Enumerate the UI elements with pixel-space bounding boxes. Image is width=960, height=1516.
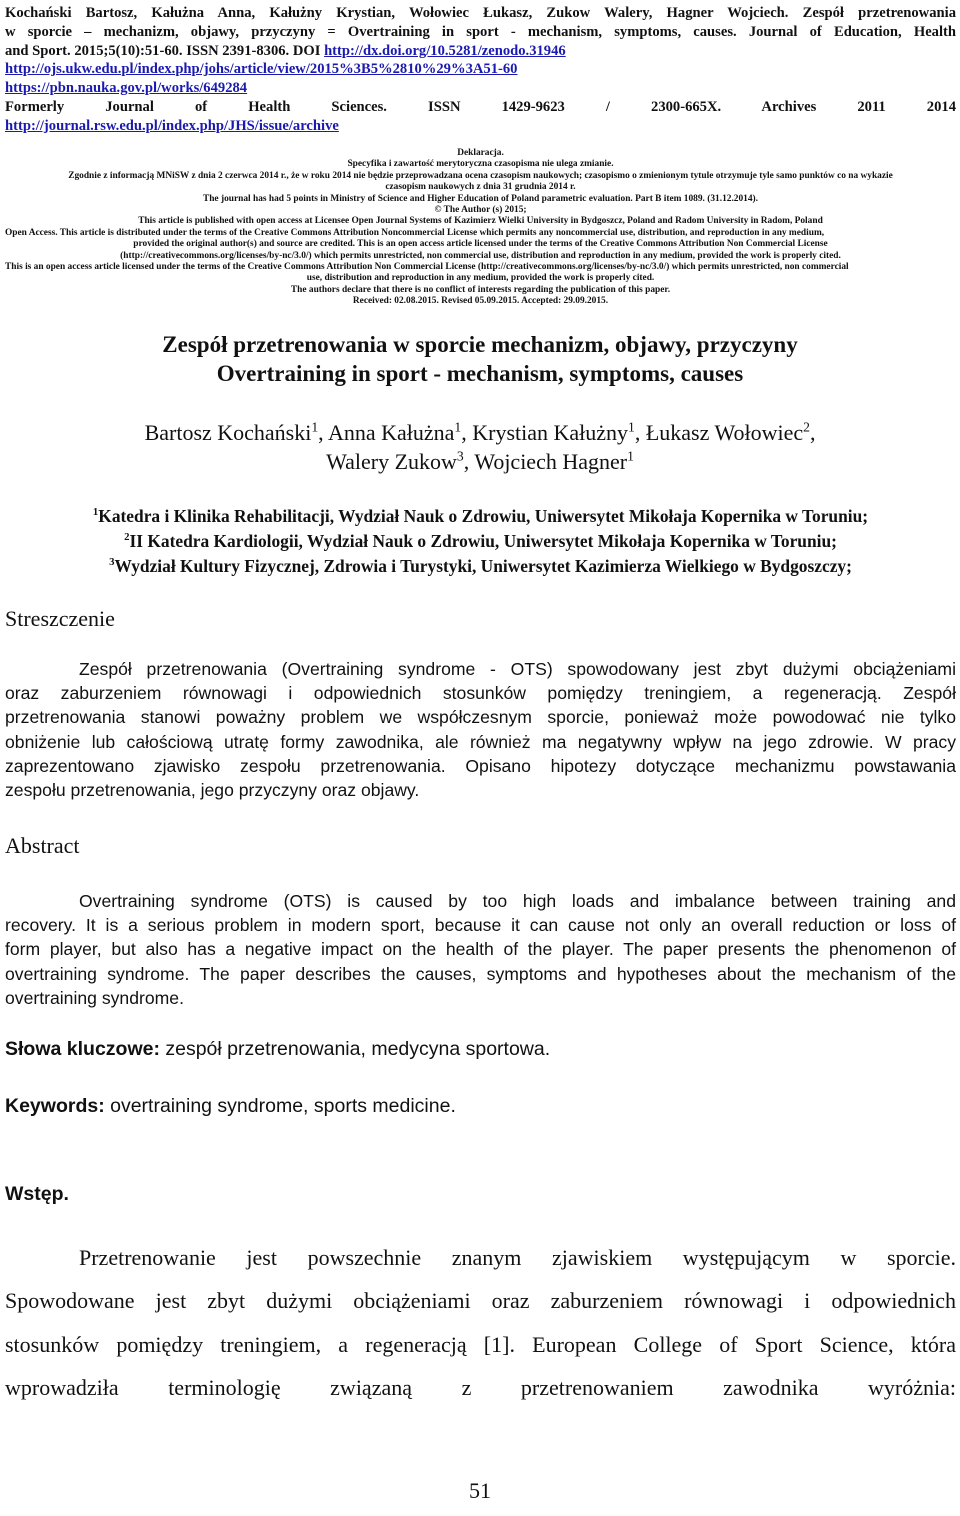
paragraph-line: zespołu przetrenowania, jego przyczyny oraz objawy. (5, 780, 420, 801)
affiliation-1: $^1$Katedra i Klinika Rehabilitacji, Wydział Nauk o Zdrowiu, Uniwersytet Mikołaja Kopernika w Toruniu; (92, 506, 869, 526)
title-english: Overtraining in sport - mechanism, symptoms, causes (216, 361, 744, 386)
declaration-line: Zgodnie z informacją MNiSW z dnia 2 czerwca 2014 r., że w roku 2014 nie będzie przeprowadzana ocena czasopism naukowych; czasopismo o zmienionym tytule otrzymuje tyle samo punktów co na wykazie (68, 170, 893, 181)
paragraph-line: Spowodowane jest zbyt dużymi obciążeniami oraz zaburzeniem równowagi i odpowiednich (5, 1288, 956, 1314)
paragraph-line: przetrenowania stanowi poważny problem we współczesnym sporcie, ponieważ może powodować nie tylko (5, 707, 956, 728)
archive-link[interactable]: http://journal.rsw.edu.pl/index.php/JHS/issue/archive (5, 117, 339, 134)
affiliation-2: $^2$II Katedra Kardiologii, Wydział Nauk o Zdrowiu, Uniwersytet Mikołaja Kopernika w Toruniu; (124, 531, 837, 551)
archive-link-row (5, 117, 956, 136)
paragraph-line: obniżenie lub całościową utratę formy zawodnika, ale również ma negatywny wpływ na jego zdrowie. W pracy (5, 731, 956, 752)
paragraph-line: recovery. It is a serious problem in modern sport, because it can cause not only an overall reduction or loss of (5, 915, 956, 936)
paragraph-line: Przetrenowanie jest powszechnie znanym zjawiskiem występującym w sporcie. (79, 1245, 956, 1270)
declaration-line: czasopism naukowych z dnia 31 grudnia 2014 r. (385, 182, 576, 193)
formerly-line: Formerly Journal of Health Sciences. ISSN 1429-9623 / 2300-665X. Archives 2011 2014 (5, 98, 956, 115)
author-sup: 1 (628, 419, 635, 435)
paragraph-line: overtraining syndrome. The paper describes the causes, symptoms and hypotheses about the mechanism of the (5, 963, 956, 984)
streszczenie-body (5, 657, 956, 802)
author-sup: 1 (454, 419, 462, 435)
abstract-heading: Abstract (5, 833, 80, 858)
declaration-line: Open Access. This article is distributed under the terms of the Creative Commons Attribution Noncommercial License which permits any noncommercial use, distribution, and reproduction in any medium, (5, 227, 825, 238)
citation-line: w sporcie – mechanizm, objawy, przyczyny = Overtraining in sport - mechanism, symptoms, causes. Journal of Education, Health (5, 23, 956, 40)
declaration-line: Received: 02.08.2015. Revised 05.09.2015. Accepted: 29.09.2015. (352, 296, 609, 307)
author-sup: 1 (627, 448, 634, 464)
citation-header (5, 4, 956, 136)
paragraph-line: Overtraining syndrome (OTS) is caused by too high loads and imbalance between training and (79, 891, 956, 911)
author-name: Bartosz Kochański (144, 420, 312, 445)
declaration-line: provided the original author(s) and source are credited. This is an open access article licensed under the terms of the Creative Commons Attribution Non Commercial License (133, 239, 828, 250)
paragraph-line: oraz zaburzeniem równowagi i odpowiednich stosunków pomiędzy treningiem, a regeneracją. Zespół (5, 683, 956, 704)
declaration-line: This article is published with open access at Licensee Open Journal Systems of Kazimierz Wielki University in Bydgoszcz, Poland and Radom University in Radom, Poland (138, 216, 823, 227)
abstract-body (5, 889, 956, 1010)
author-name: Anna Kałużna (327, 420, 455, 445)
pbn-link[interactable]: https://pbn.nauka.gov.pl/works/649284 (5, 80, 248, 97)
authors-line-2: Walery Zukow$^3$, Wojciech Hagner$^1$ (326, 448, 634, 474)
page-number: 51 (469, 1478, 491, 1503)
declaration-line: This is an open access article licensed under the terms of the Creative Commons Attribution Non Commercial License (http://creativecommons.org/licenses/by-nc/3.0/) which permits unrestricted, non commercial (5, 262, 849, 273)
author-sup: 2 (803, 419, 810, 435)
ojs-link-row (5, 60, 956, 79)
declaration-line: Deklaracja. (457, 148, 504, 158)
declaration-line: use, distribution and reproduction in any medium, provided the work is properly cited. (306, 273, 655, 284)
declaration-line: (http://creativecommons.org/licenses/by-nc/3.0/) which permits unrestricted, non commercial use, distribution and reproduction in any medium, provided the work is properly cited. (120, 250, 841, 261)
declaration-line: Specyfika i zawartość merytoryczna czasopisma nie ulega zmianie. (347, 159, 614, 170)
author-name: Łukasz Wołowiec (645, 420, 804, 445)
author-name: Wojciech Hagner (474, 449, 628, 474)
paragraph-line: stosunków pomiędzy treningiem, a regeneracją [1]. European College of Sport Science, która (5, 1331, 956, 1357)
doi-link[interactable]: http://dx.doi.org/10.5281/zenodo.31946 (324, 42, 566, 59)
declaration-line: The authors declare that there is no conflict of interests regarding the publication of this paper. (290, 284, 671, 295)
authors-line-1: Bartosz Kochański$^1$, Anna Kałużna$^1$, Krystian Kałużny$^1$, Łukasz Wołowiec$^2$, (144, 419, 816, 445)
ojs-link[interactable]: http://ojs.ukw.edu.pl/index.php/johs/article/view/2015%3B5%2810%29%3A51-60 (5, 61, 518, 78)
paragraph-line: form player, but also has a negative impact on the health of the player. The paper presents the phenomenon of (5, 939, 956, 960)
intro-body (5, 1236, 956, 1409)
streszczenie-heading: Streszczenie (5, 606, 115, 631)
paragraph-line: wprowadziła terminologię związaną z przetrenowaniem zawodnika wyróżnia: (5, 1374, 956, 1400)
paragraph-line: zaprezentowano zjawisko zespołu przetrenowania. Opisano hipotezy dotyczące mechanizmu powstawania (5, 755, 956, 776)
keywords-english: Keywords: overtraining syndrome, sports medicine. (5, 1095, 456, 1117)
author-sup: 3 (456, 448, 464, 464)
keywords-polish: Słowa kluczowe: zespół przetrenowania, medycyna sportowa. (5, 1038, 551, 1060)
citation-line: and Sport. 2015;5(10):51-60. ISSN 2391-8306. DOI http://dx.doi.org/10.5281/zenodo.31946 (5, 42, 566, 59)
declaration-line: The journal has had 5 points in Ministry of Science and Higher Education of Poland parametric evaluation. Part B item 1089. (31.12.2014). (202, 193, 759, 204)
declaration-line: © The Author (s) 2015; (434, 205, 527, 216)
paragraph-line: overtraining syndrome. (5, 987, 184, 1008)
pbn-link-row (5, 79, 956, 98)
author-sup: 1 (311, 419, 319, 435)
author-name: Walery Zukow (326, 449, 457, 474)
intro-heading: Wstęp. (5, 1183, 69, 1205)
citation-line: Kochański Bartosz, Kałużna Anna, Kałużny Krystian, Wołowiec Łukasz, Zukow Walery, Hagner Wojciech. Zespół przetrenowania (5, 5, 956, 21)
author-name: Krystian Kałużny (472, 420, 629, 445)
affiliation-3: $^3$Wydział Kultury Fizycznej, Zdrowia i Turystyki, Uniwersytet Kazimierza Wielkiego w Bydgoszczy; (109, 556, 852, 576)
paragraph-line: Zespół przetrenowania (Overtraining syndrome - OTS) spowodowany jest zbyt dużymi obciążeniami (79, 659, 956, 679)
title-polish: Zespół przetrenowania w sporcie mechanizm, objawy, przyczyny (162, 332, 798, 357)
declaration-block (5, 148, 956, 308)
